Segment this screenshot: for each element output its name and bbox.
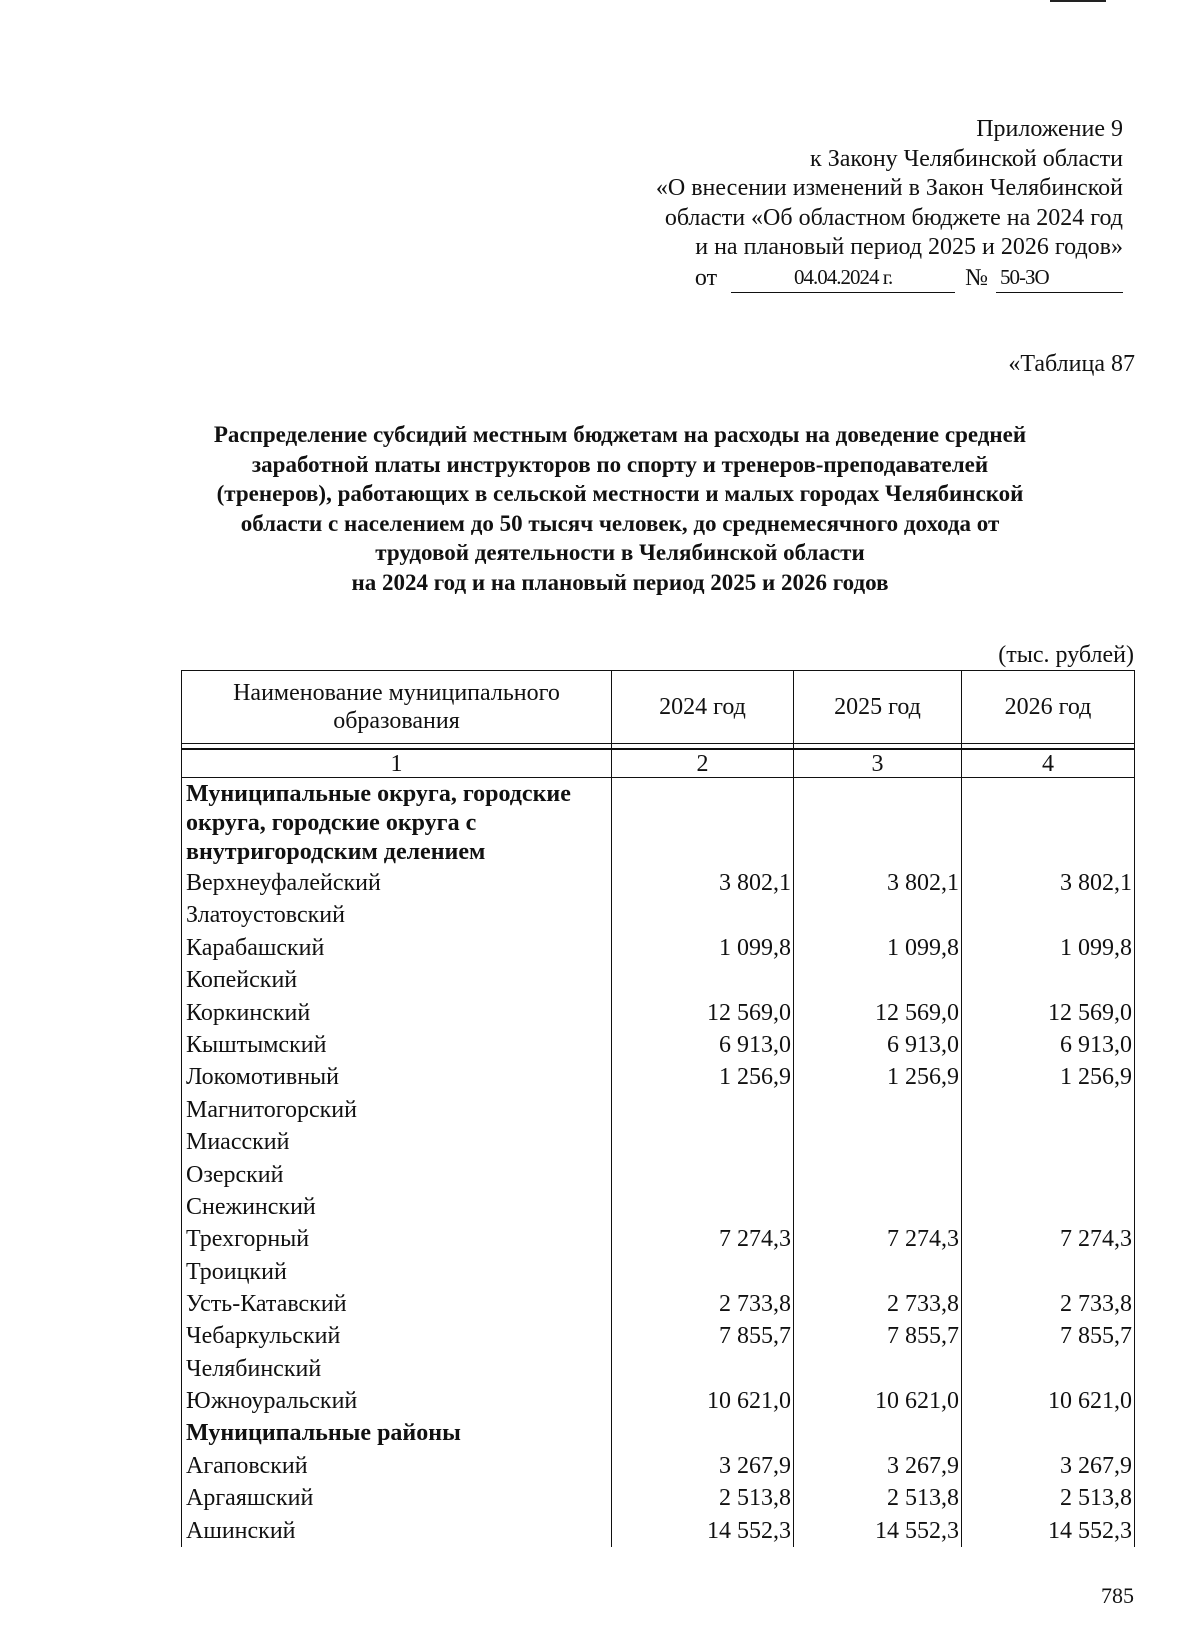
page-number: 785: [1101, 1583, 1134, 1608]
value-2025: [794, 964, 962, 996]
value-2024: [612, 1159, 794, 1191]
title-line: заработной платы инструкторов по спорту и тренеров-преподавателей: [251, 451, 989, 477]
value-2025: 12 569,0: [794, 997, 962, 1029]
value-2026: 14 552,3: [962, 1515, 1135, 1547]
municipality-name: Чебаркульский: [182, 1320, 612, 1352]
top-edge-mark: [1050, 0, 1106, 2]
municipality-name: Троицкий: [182, 1256, 612, 1288]
municipality-name: Южноуральский: [182, 1385, 612, 1417]
municipality-name: Снежинский: [182, 1191, 612, 1223]
value-2026: [962, 1191, 1135, 1223]
table-row: [182, 1385, 1135, 1417]
value-2025: 10 621,0: [794, 1385, 962, 1417]
table-row: [182, 1061, 1135, 1093]
title-line: на 2024 год и на плановый период 2025 и 2026 годов: [351, 569, 889, 595]
appendix-line: к Закону Челябинской области: [810, 145, 1123, 172]
table-row: [182, 1126, 1135, 1158]
municipality-name: Локомотивный: [182, 1061, 612, 1093]
value-2025: [794, 899, 962, 931]
value-2026: [962, 1126, 1135, 1158]
value-2025: 2 733,8: [794, 1288, 962, 1320]
value-2024: 2 733,8: [612, 1288, 794, 1320]
municipality-name: Коркинский: [182, 997, 612, 1029]
title-line: трудовой деятельности в Челябинской области: [375, 540, 865, 565]
value-2026: 1 099,8: [962, 932, 1135, 964]
header-2026: 2026 год: [962, 671, 1135, 744]
table-row: [182, 867, 1135, 899]
value-2024: 6 913,0: [612, 1029, 794, 1061]
value-2026: [962, 1094, 1135, 1126]
municipality-name: Копейский: [182, 964, 612, 996]
value-2026: [962, 899, 1135, 931]
table-row: [182, 899, 1135, 931]
header-name: Наименование муниципального образования: [182, 671, 612, 744]
value-2025: [794, 1159, 962, 1191]
municipality-name: Озерский: [182, 1159, 612, 1191]
municipality-name: Челябинский: [182, 1353, 612, 1385]
table-row: [182, 964, 1135, 996]
value-2026: [962, 1353, 1135, 1385]
table-row: [182, 932, 1135, 964]
appendix-line: области «Об областном бюджете на 2024 год: [664, 204, 1123, 231]
appendix-header: [656, 115, 1123, 293]
value-2024: 2 513,8: [612, 1482, 794, 1514]
value-2026: [962, 1159, 1135, 1191]
value-2026: 7 274,3: [962, 1223, 1135, 1255]
table-row: [182, 1094, 1135, 1126]
document-title: [120, 420, 1120, 597]
value-2024: [612, 1256, 794, 1288]
value-2026: [962, 1256, 1135, 1288]
value-2025: 6 913,0: [794, 1029, 962, 1061]
value-2024: [612, 1353, 794, 1385]
value-2026: 1 256,9: [962, 1061, 1135, 1093]
table-row: [182, 997, 1135, 1029]
table-row: [182, 1191, 1135, 1223]
value-2024: [612, 1126, 794, 1158]
value-2025: 1 099,8: [794, 932, 962, 964]
value-2024: 14 552,3: [612, 1515, 794, 1547]
table-row: [182, 1256, 1135, 1288]
value-2024: [612, 899, 794, 931]
value-2026: 3 267,9: [962, 1450, 1135, 1482]
value-2025: 3 802,1: [794, 867, 962, 899]
municipality-name: Ашинский: [182, 1515, 612, 1547]
value-2025: 3 267,9: [794, 1450, 962, 1482]
municipality-name: Магнитогорский: [182, 1094, 612, 1126]
table-reference: «Таблица 87: [1008, 351, 1135, 377]
table-row: [182, 1482, 1135, 1514]
table-row: [182, 1515, 1135, 1547]
value-2024: [612, 1094, 794, 1126]
value-2024: [612, 1191, 794, 1223]
group-heading-row: [182, 778, 1135, 868]
value-2026: 7 855,7: [962, 1320, 1135, 1352]
value-2025: 1 256,9: [794, 1061, 962, 1093]
table-row: [182, 1288, 1135, 1320]
value-2024: 1 099,8: [612, 932, 794, 964]
from-label: от: [694, 264, 718, 291]
municipality-name: Карабашский: [182, 932, 612, 964]
number-label: №: [965, 264, 988, 291]
value-2024: 3 802,1: [612, 867, 794, 899]
header-2025: 2025 год: [794, 671, 962, 744]
value-2024: 7 274,3: [612, 1223, 794, 1255]
municipality-name: Агаповский: [182, 1450, 612, 1482]
group-heading: Муниципальные округа, городские округа, городские округа с внутригородским делением: [182, 778, 612, 868]
value-2025: 14 552,3: [794, 1515, 962, 1547]
municipality-name: Миасский: [182, 1126, 612, 1158]
table-row: [182, 1450, 1135, 1482]
group-heading: Муниципальные районы: [182, 1418, 612, 1450]
table-row: [182, 1029, 1135, 1061]
value-2025: [794, 1094, 962, 1126]
municipality-name: Трехгорный: [182, 1223, 612, 1255]
value-2025: 7 274,3: [794, 1223, 962, 1255]
value-2024: 7 855,7: [612, 1320, 794, 1352]
value-2025: [794, 1191, 962, 1223]
law-date-number-line: [656, 263, 1123, 294]
law-number: 50-ЗО: [996, 263, 1123, 294]
law-date: 04.04.2024 г.: [731, 263, 955, 294]
value-2026: 3 802,1: [962, 867, 1135, 899]
value-2026: 12 569,0: [962, 997, 1135, 1029]
table-body: [182, 778, 1135, 1548]
value-2026: 2 733,8: [962, 1288, 1135, 1320]
value-2025: 2 513,8: [794, 1482, 962, 1514]
table-row: [182, 1159, 1135, 1191]
value-2026: [962, 964, 1135, 996]
column-number: 3: [794, 749, 962, 778]
header-row: [182, 671, 1135, 744]
municipality-name: Кыштымский: [182, 1029, 612, 1061]
value-2025: [794, 1353, 962, 1385]
municipality-name: Верхнеуфалейский: [182, 867, 612, 899]
table-row: [182, 1320, 1135, 1352]
value-2024: 10 621,0: [612, 1385, 794, 1417]
appendix-line: «О внесении изменений в Закон Челябинской: [655, 175, 1123, 201]
title-line: (тренеров), работающих в сельской местности и малых городах Челябинской: [216, 481, 1024, 506]
appendix-line: и на плановый период 2025 и 2026 годов»: [695, 234, 1123, 260]
column-number: 2: [612, 749, 794, 778]
value-2026: 2 513,8: [962, 1482, 1135, 1514]
value-2025: 7 855,7: [794, 1320, 962, 1352]
appendix-line: Приложение 9: [976, 116, 1123, 142]
units-label: (тыс. рублей): [998, 642, 1134, 668]
value-2026: 10 621,0: [962, 1385, 1135, 1417]
value-2024: 12 569,0: [612, 997, 794, 1029]
column-number: 4: [962, 749, 1135, 778]
value-2025: [794, 1126, 962, 1158]
title-line: Распределение субсидий местным бюджетам на расходы на доведение средней: [213, 422, 1027, 447]
header-2024: 2024 год: [612, 671, 794, 744]
group-heading-row: [182, 1418, 1135, 1450]
subsidy-table: [181, 670, 1135, 1547]
value-2024: [612, 964, 794, 996]
title-line: области с населением до 50 тысяч человек, до среднемесячного дохода от: [240, 510, 1000, 536]
municipality-name: Аргаяшский: [182, 1482, 612, 1514]
table-row: [182, 1223, 1135, 1255]
table-row: [182, 1353, 1135, 1385]
value-2024: 3 267,9: [612, 1450, 794, 1482]
municipality-name: Усть-Катавский: [182, 1288, 612, 1320]
value-2026: 6 913,0: [962, 1029, 1135, 1061]
column-number-row: [182, 749, 1135, 778]
value-2024: 1 256,9: [612, 1061, 794, 1093]
municipality-name: Златоустовский: [182, 899, 612, 931]
column-number: 1: [182, 749, 612, 778]
value-2025: [794, 1256, 962, 1288]
